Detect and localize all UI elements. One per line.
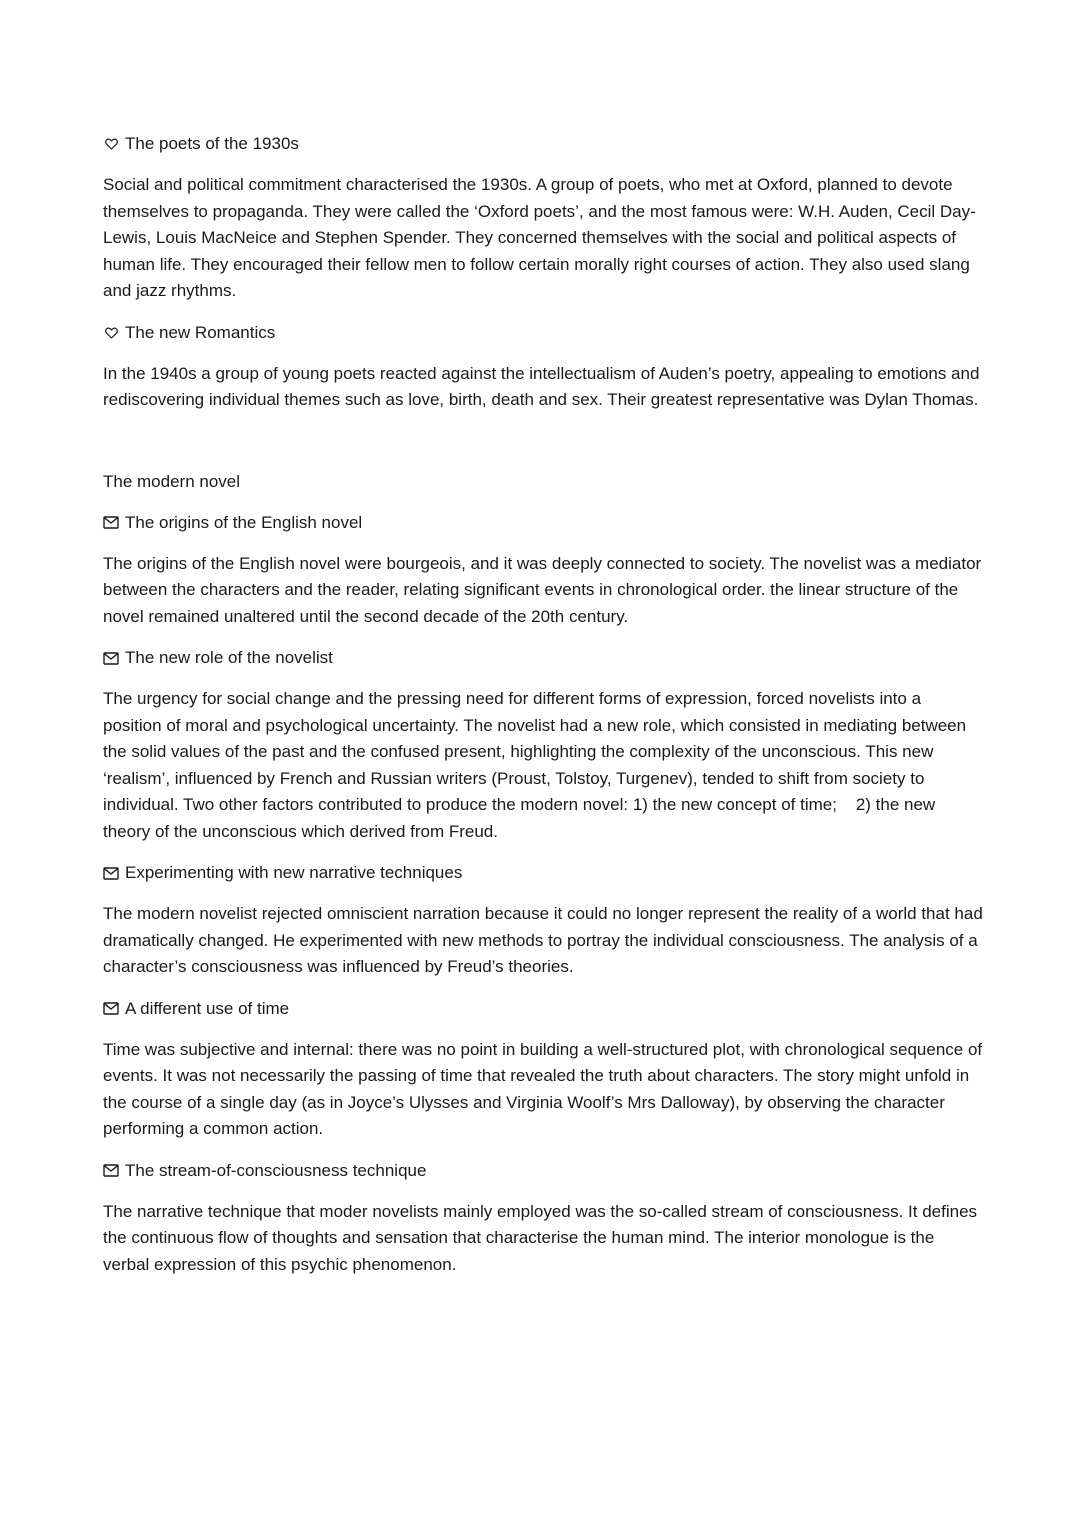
heading-label: A different use of time	[125, 998, 290, 1018]
envelope-icon	[103, 650, 119, 666]
paragraph-new-role-novelist: The urgency for social change and the pressing need for different forms of expression, forced novelists into a position of moral and psychological uncertainty. The novelist had a new role, which consisted in mediating between the solid values of the past and the confused present, highlighting the complexity of the unconscious. This new ‘realism’, influenced by French and Russian writers (Proust, Tolstoy, Turgenev), tended to shift from society to individual. Two other factors contributed to produce the modern novel: 1) the new concept of time; 2) the new theory of the unconscious which derived from Freud.	[103, 689, 971, 841]
heading-poets-1930s	[103, 131, 983, 157]
heading-label: Experimenting with new narrative techniques	[125, 863, 463, 882]
heart-outline-icon	[103, 325, 119, 341]
envelope-icon	[103, 515, 119, 531]
heading-label: The new role of the novelist	[125, 648, 333, 667]
heading-origins-english-novel	[103, 510, 983, 536]
envelope-icon	[103, 1001, 119, 1017]
heading-label: The stream-of-consciousness technique	[125, 1160, 427, 1180]
heading-label: The poets of the 1930s	[125, 134, 299, 153]
heading-new-role-novelist	[103, 645, 983, 671]
heading-label: The origins of the English novel	[125, 512, 363, 532]
heading-new-romantics	[103, 320, 983, 346]
heading-stream-consciousness	[103, 1158, 983, 1184]
document-page	[103, 131, 983, 1293]
paragraph-stream-consciousness: The narrative technique that moder novelists mainly employed was the so-called stream of consciousness. It defines the continuous flow of thoughts and sensation that characterise the human mind. The interior monologue is the verbal expression of this psychic phenomenon.	[103, 1201, 978, 1274]
section-spacer	[103, 429, 983, 469]
section-title-modern-novel: The modern novel	[103, 471, 241, 491]
paragraph-poets-1930s: Social and political commitment characterised the 1930s. A group of poets, who met at Oxford, planned to devote themselves to propaganda. They were called the ‘Oxford poets’, and the most famous were: W.H. Auden, Cecil Day-Lewis, Louis MacNeice and Stephen Spender. They concerned themselves with the social and political aspects of human life. They encouraged their fellow men to follow certain morally right courses of action. They also used slang and jazz rhythms.	[103, 175, 976, 300]
heading-different-use-time	[103, 996, 983, 1022]
heading-experimenting-techniques	[103, 860, 983, 886]
paragraph-origins-english-novel: The origins of the English novel were bourgeois, and it was deeply connected to society. The novelist was a mediator between the characters and the reader, relating significant events in chronological order. the linear structure of the novel remained unaltered until the second decade of the 20th century.	[103, 553, 982, 626]
paragraph-new-romantics: In the 1940s a group of young poets reacted against the intellectualism of Auden’s poetry, appealing to emotions and rediscovering individual themes such as love, birth, death and sex. Their greatest representative was Dylan Thomas.	[103, 363, 980, 409]
paragraph-experimenting-techniques: The modern novelist rejected omniscient narration because it could no longer represent the reality of a world that had dramatically changed. He experimented with new methods to portray the individual consciousness. The analysis of a character’s consciousness was influenced by Freud’s theories.	[103, 904, 983, 976]
paragraph-different-use-time: Time was subjective and internal: there was no point in building a well-structured plot, with chronological sequence of events. It was not necessarily the passing of time that revealed the truth about characters. The story might unfold in the course of a single day (as in Joyce’s Ulysses and Virginia Woolf’s Mrs Dalloway), by observing the character performing a common action.	[103, 1039, 983, 1138]
envelope-icon	[103, 865, 119, 881]
heart-outline-icon	[103, 136, 119, 152]
heading-label: The new Romantics	[125, 322, 276, 342]
envelope-icon	[103, 1163, 119, 1179]
